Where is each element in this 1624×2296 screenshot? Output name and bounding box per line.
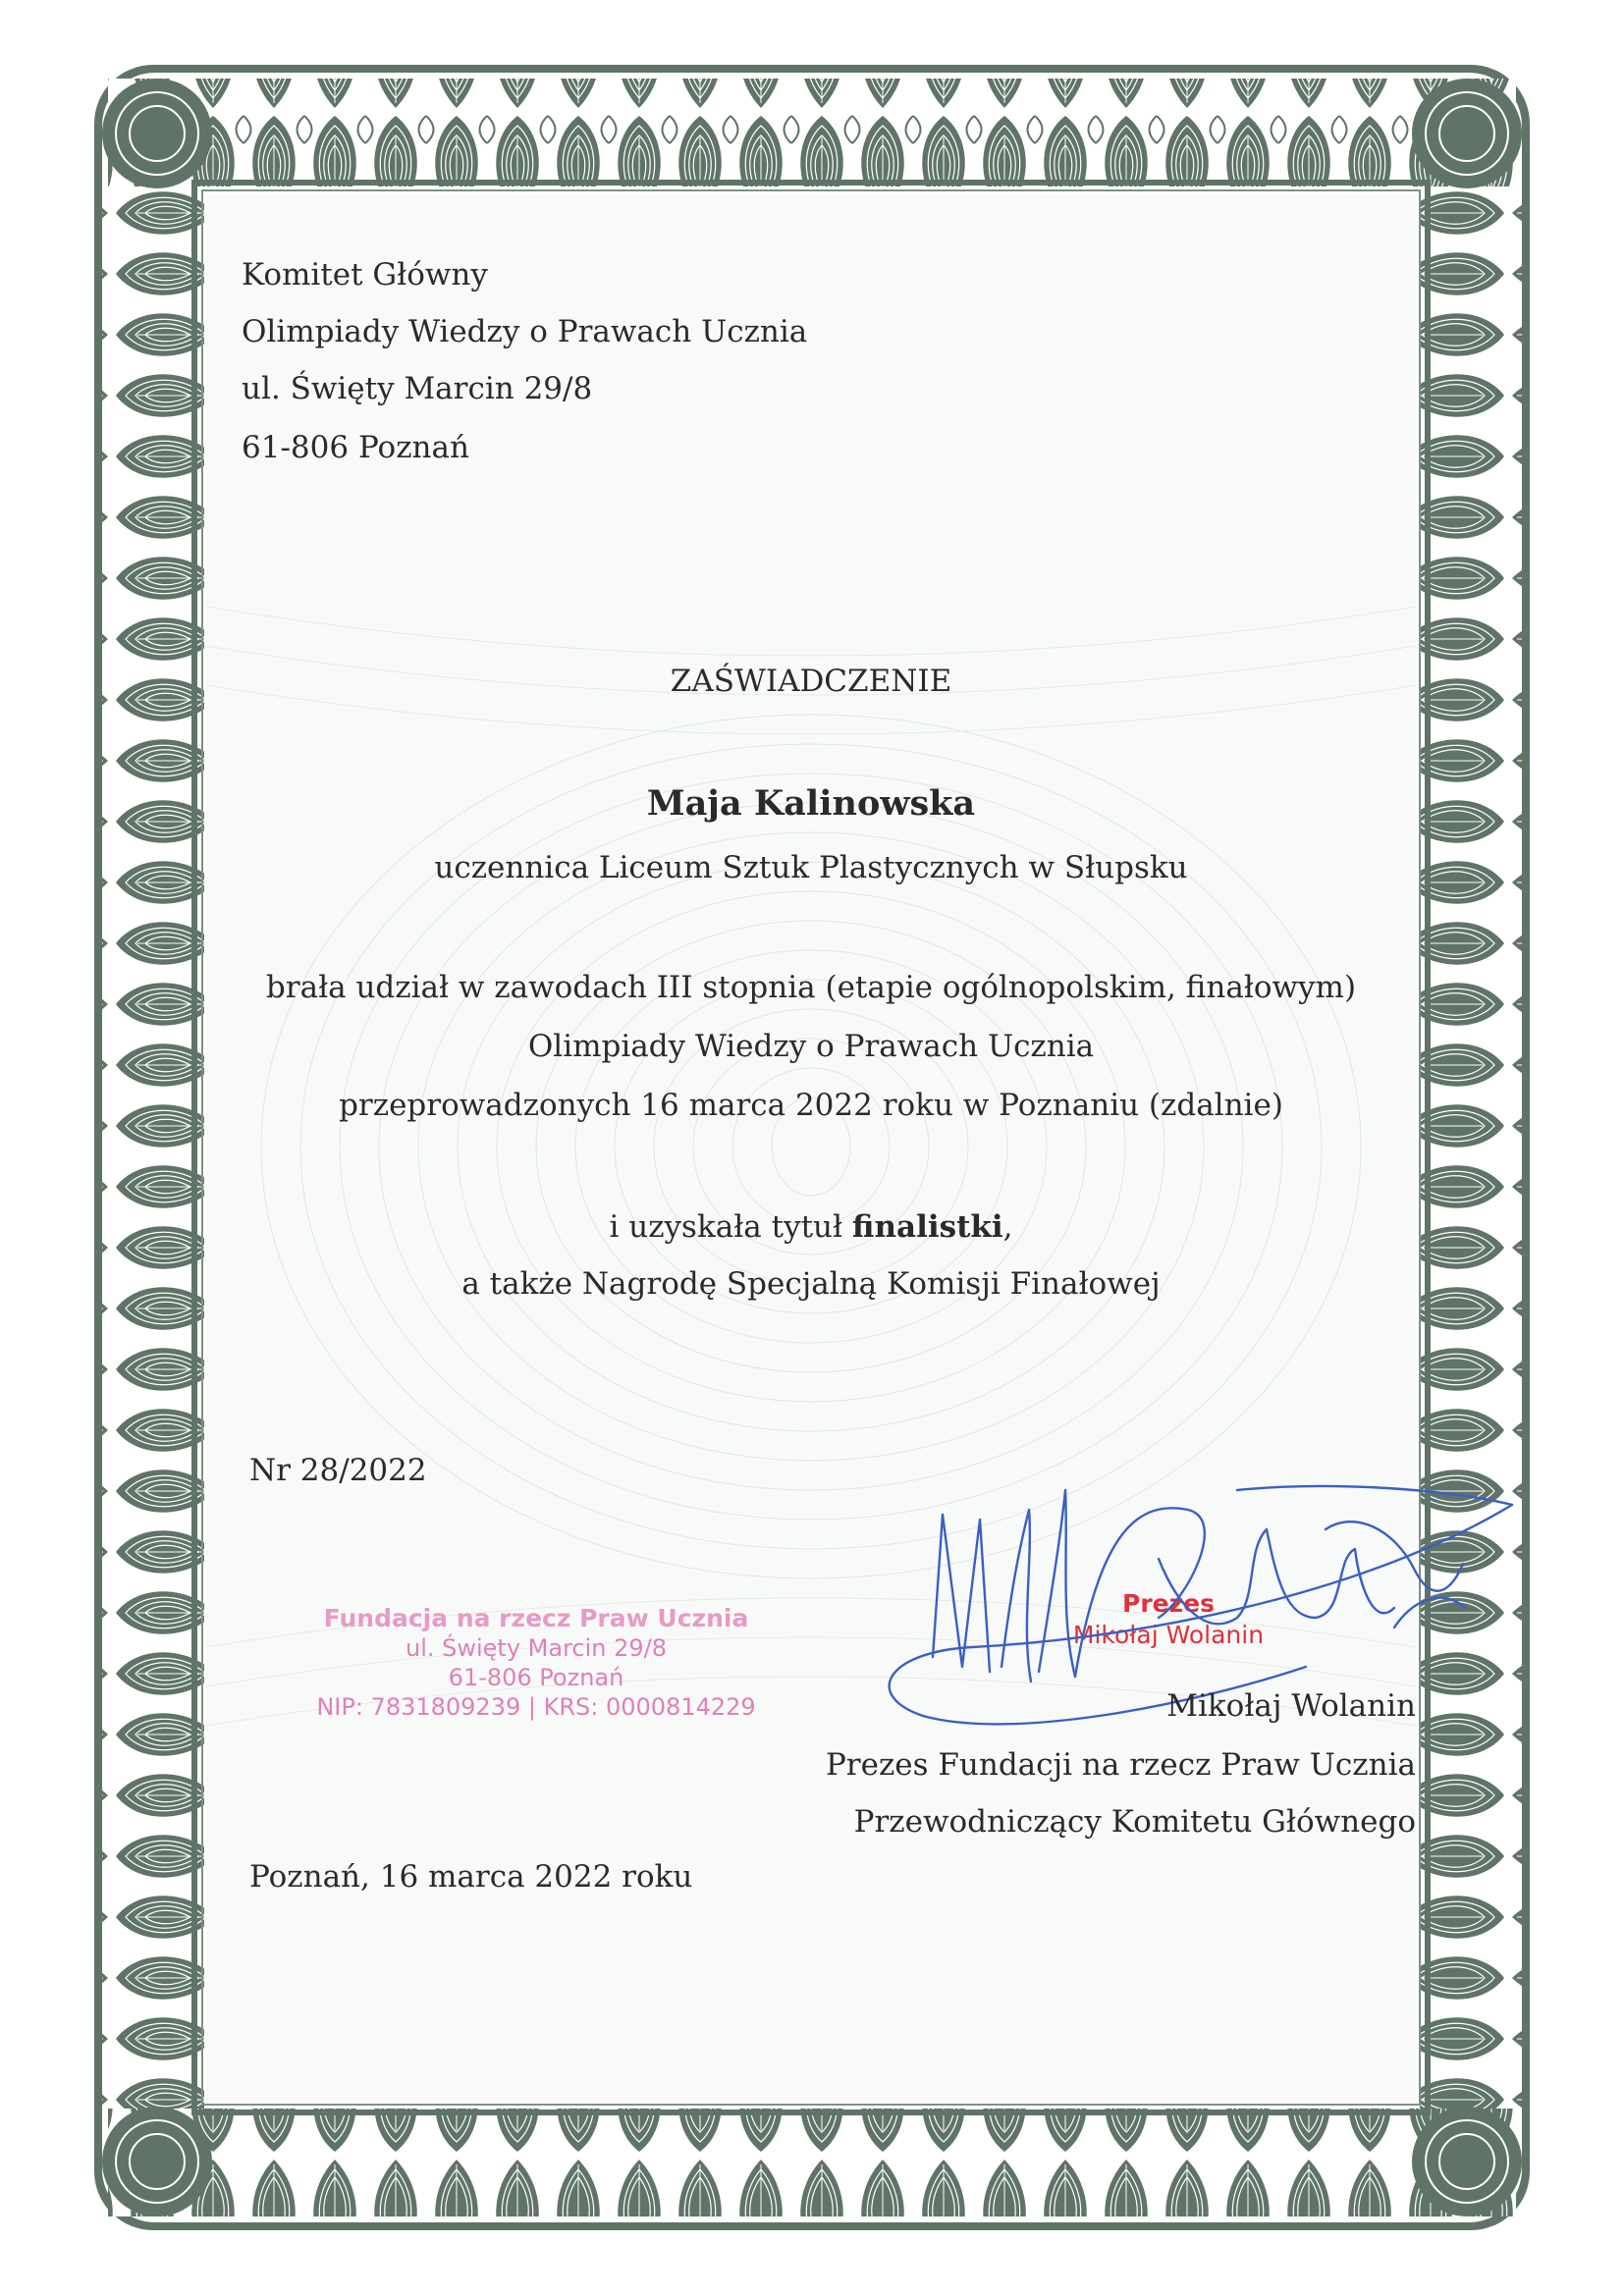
document-title: ZAŚWIADCZENIE [670, 664, 952, 699]
recipient-name: Maja Kalinowska [646, 783, 976, 824]
body-line-2: Olimpiady Wiedzy o Prawach Ucznia [527, 1029, 1095, 1064]
red-stamp-name: Mikołaj Wolanin [1072, 1621, 1265, 1649]
body-line-1: brała udział w zawodach III stopnia (etapie ogólnopolskim, finałowym) [265, 970, 1357, 1005]
body-line-3: przeprowadzonych 16 marca 2022 roku w Poznaniu (zdalnie) [339, 1088, 1283, 1123]
issuer-line-4: 61-806 Poznań [242, 430, 469, 465]
award-line-2: a także Nagrodę Specjalną Komisji Finałowej [461, 1266, 1161, 1302]
award-suffix: , [1002, 1209, 1013, 1245]
issuer-line-2: Olimpiady Wiedzy o Prawach Ucznia [242, 314, 808, 349]
award-line-1 [206, 1209, 1416, 1245]
handwritten-signature [864, 1470, 1571, 1775]
award-prefix: i uzyskała tytuł [609, 1209, 852, 1245]
issuer-line-1: Komitet Główny [242, 257, 488, 293]
certificate-number: Nr 28/2022 [249, 1453, 427, 1488]
stamp-line-4: NIP: 7831809239 | KRS: 0000814229 [316, 1693, 756, 1721]
stamp-line-2: ul. Święty Marcin 29/8 [405, 1634, 668, 1662]
signatory-name: Mikołaj Wolanin [1166, 1688, 1416, 1724]
certificate-sheet [206, 194, 1416, 2101]
issuer-line-3: ul. Święty Marcin 29/8 [242, 371, 593, 406]
stamp-line-3: 61-806 Poznań [448, 1664, 624, 1691]
recipient-school: uczennica Liceum Sztuk Plastycznych w Słupsku [434, 850, 1188, 885]
signatory-role-2: Przewodniczący Komitetu Głównego [853, 1804, 1416, 1840]
place-and-date: Poznań, 16 marca 2022 roku [249, 1859, 693, 1895]
red-stamp-role: Prezes [1122, 1589, 1215, 1618]
stamp-line-1: Fundacja na rzecz Praw Ucznia [323, 1604, 749, 1632]
award-title: finalistki [851, 1209, 1003, 1245]
foundation-stamp [281, 1604, 791, 1722]
signatory-role-1: Prezes Fundacji na rzecz Praw Ucznia [825, 1747, 1416, 1783]
